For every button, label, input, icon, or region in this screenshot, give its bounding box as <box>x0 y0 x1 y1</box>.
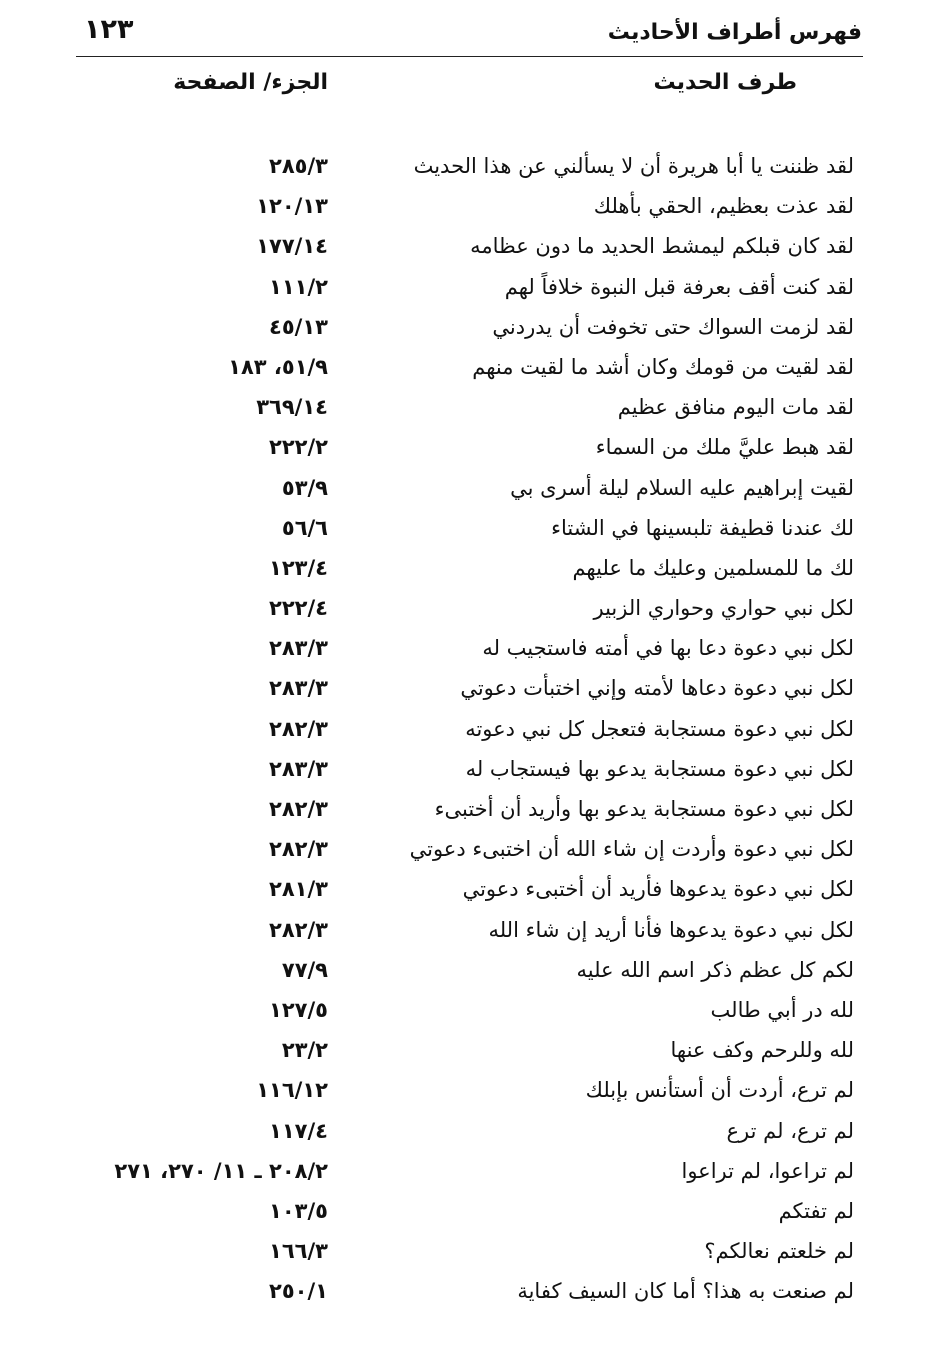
volume-page-reference: ٥٦/٦ <box>281 515 328 540</box>
hadith-incipit: لكل نبي دعوة يدعوها فأنا أريد إن شاء الله <box>488 917 854 942</box>
volume-page-reference: ٢٨٥/٣ <box>269 154 328 178</box>
hadith-incipit: لكل نبي دعوة مستجابة فتعجل كل نبي دعوته <box>465 716 854 741</box>
index-entry <box>0 709 942 749</box>
hadith-incipit: لقد عذت بعظيم، الحقي بأهلك <box>593 194 854 219</box>
index-entry <box>0 1070 942 1110</box>
index-entry <box>0 508 942 548</box>
volume-page-reference: ١٠٣/٥ <box>269 1198 328 1223</box>
index-entry <box>0 829 942 869</box>
hadith-incipit: لله در أبي طالب <box>710 997 854 1022</box>
index-entry <box>0 990 942 1030</box>
volume-page-reference: ٢٢٢/٢ <box>269 435 328 460</box>
index-entry <box>0 749 942 789</box>
volume-page-reference: ١٢٠/١٣ <box>256 194 328 219</box>
hadith-incipit: لقد هبط عليَّ ملك من السماء <box>595 435 854 460</box>
hadith-incipit: لكل نبي دعوة مستجابة يدعو بها وأريد أن أختبىء <box>434 797 854 821</box>
volume-page-reference: ٢٣/٢ <box>281 1038 328 1063</box>
index-entry <box>0 869 942 909</box>
running-title: فهرس أطراف الأحاديث <box>607 20 862 45</box>
running-head <box>76 14 862 54</box>
volume-page-reference: ٤٥/١٣ <box>269 314 328 339</box>
index-entry <box>0 588 942 628</box>
volume-page-reference: ٢٥٠/١ <box>269 1279 328 1304</box>
column-header-hadith: طرف الحديث <box>653 70 797 95</box>
index-entry <box>0 789 942 829</box>
hadith-incipit: لقد كان قبلكم ليمشط الحديد ما دون عظامه <box>470 234 854 259</box>
volume-page-reference: ٢٨٢/٣ <box>269 716 328 741</box>
hadith-incipit: لله وللرحم وكف عنها <box>670 1038 854 1063</box>
volume-page-reference: ٧٧/٩ <box>281 957 328 982</box>
index-entry <box>0 468 942 508</box>
hadith-incipit: لكل نبي حواري وحواري الزبير <box>593 596 854 621</box>
column-header-reference: الجزء/ الصفحة <box>173 70 328 95</box>
index-entry <box>0 628 942 668</box>
hadith-incipit: لكل نبي دعوة وأردت إن شاء الله أن اختبىء دعوتي <box>409 837 854 862</box>
index-entry <box>0 186 942 226</box>
hadith-incipit: لقد لقيت من قومك وكان أشد ما لقيت منهم <box>472 354 854 379</box>
index-entry <box>0 387 942 427</box>
volume-page-reference: ١١٧/٤ <box>269 1118 328 1143</box>
volume-page-reference: ٥٣/٩ <box>281 475 328 500</box>
hadith-incipit: لقد لزمت السواك حتى تخوفت أن يدردني <box>492 314 854 339</box>
hadith-incipit: لم تفتكم <box>778 1198 854 1223</box>
index-entry <box>0 146 942 186</box>
index-entry <box>0 1151 942 1191</box>
index-entry <box>0 427 942 467</box>
volume-page-reference: ١١١/٢ <box>269 274 328 299</box>
index-entry <box>0 347 942 387</box>
volume-page-reference: ٢٨٣/٣ <box>269 756 328 781</box>
index-entry <box>0 1111 942 1151</box>
index-entry <box>0 1231 942 1271</box>
volume-page-reference: ١٢٧/٥ <box>269 997 328 1022</box>
volume-page-reference: ٢٨٣/٣ <box>269 676 328 701</box>
hadith-incipit: لم صنعت به هذا؟ أما كان السيف كفاية <box>517 1279 854 1304</box>
index-entry <box>0 1030 942 1070</box>
volume-page-reference: ٥١/٩، ١٨٣ <box>228 354 328 379</box>
volume-page-reference: ٢٠٨/٢ ـ ١١/ ٢٧٠، ٢٧١ <box>114 1158 328 1183</box>
index-entry <box>0 548 942 588</box>
hadith-incipit: لك عندنا قطيفة تلبسينها في الشتاء <box>551 515 854 540</box>
hadith-incipit: لك ما للمسلمين وعليك ما عليهم <box>572 555 854 580</box>
index-entry <box>0 668 942 708</box>
index-entry <box>0 910 942 950</box>
hadith-incipit: لقيت إبراهيم عليه السلام ليلة أسرى بي <box>510 475 854 500</box>
volume-page-reference: ٢٨٢/٣ <box>269 797 328 821</box>
index-entry <box>0 950 942 990</box>
hadith-incipit: لقد ظننت يا أبا هريرة أن لا يسألني عن هذا الحديث <box>413 154 854 178</box>
page-number: ١٢٣ <box>84 14 134 45</box>
index-entry <box>0 267 942 307</box>
hadith-incipit: لقد مات اليوم منافق عظيم <box>617 395 854 420</box>
hadith-incipit: لقد كنت أقف بعرفة قبل النبوة خلافاً لهم <box>504 274 854 299</box>
volume-page-reference: ١٧٧/١٤ <box>256 234 328 259</box>
index-entry <box>0 307 942 347</box>
volume-page-reference: ٢٨٢/٣ <box>269 917 328 942</box>
header-rule <box>76 56 863 57</box>
hadith-incipit: لكم كل عظم ذكر اسم الله عليه <box>576 957 854 982</box>
entry-list <box>0 146 942 1311</box>
hadith-incipit: لكل نبي دعوة دعاها لأمته وإني اختبأت دعوتي <box>460 676 854 701</box>
volume-page-reference: ٢٨٣/٣ <box>269 636 328 661</box>
hadith-incipit: لم تراعوا، لم تراعوا <box>681 1158 854 1183</box>
hadith-incipit: لكل نبي دعوة مستجابة يدعو بها فيستجاب له <box>465 756 854 781</box>
index-entry <box>0 1191 942 1231</box>
hadith-incipit: لكل نبي دعوة يدعوها فأريد أن أختبىء دعوتي <box>462 877 854 902</box>
volume-page-reference: ١٢٣/٤ <box>269 555 328 580</box>
volume-page-reference: ٢٢٢/٤ <box>269 596 328 621</box>
index-entry <box>0 1271 942 1311</box>
volume-page-reference: ٣٦٩/١٤ <box>256 395 328 420</box>
volume-page-reference: ٢٨١/٣ <box>269 877 328 902</box>
hadith-incipit: لم ترع، لم ترع <box>726 1118 854 1143</box>
volume-page-reference: ١١٦/١٢ <box>256 1078 328 1103</box>
hadith-incipit: لم خلعتم نعالكم؟ <box>704 1239 854 1264</box>
volume-page-reference: ٢٨٢/٣ <box>269 837 328 862</box>
hadith-incipit: لكل نبي دعوة دعا بها في أمته فاستجيب له <box>482 636 854 661</box>
hadith-incipit: لم ترع، أردت أن أستأنس بإبلك <box>585 1078 854 1103</box>
index-entry <box>0 226 942 266</box>
volume-page-reference: ١٦٦/٣ <box>269 1239 328 1264</box>
